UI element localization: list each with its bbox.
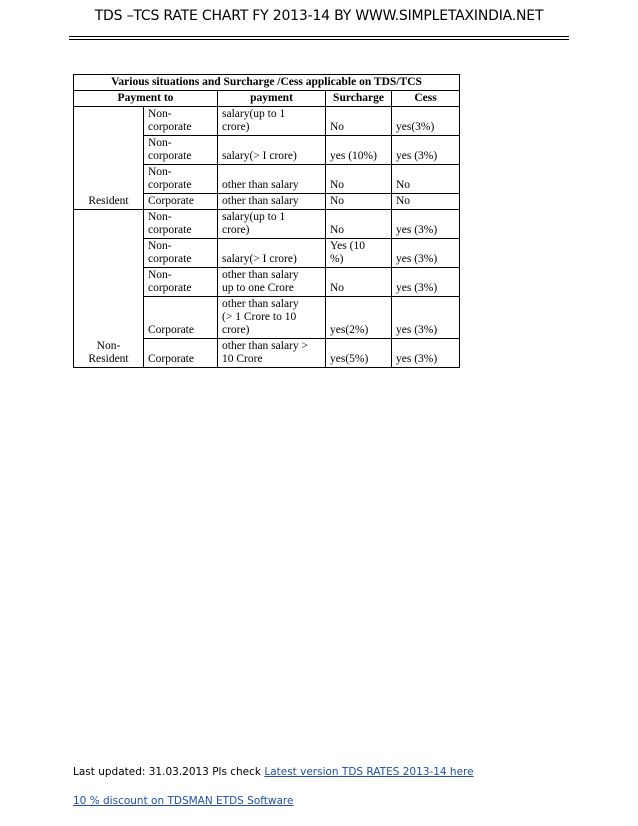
cess-cell: yes (3%) — [392, 210, 460, 239]
residency-group-cell: Non- Resident — [74, 210, 144, 368]
payee-type-cell: Corporate — [144, 339, 218, 368]
header-surcharge: Surcharge — [326, 91, 392, 107]
surcharge-cell: yes(2%) — [326, 297, 392, 339]
last-updated-text: Last updated: 31.03.2013 Pls check — [73, 766, 265, 778]
payment-cell: other than salary > 10 Crore — [218, 339, 326, 368]
surcharge-cell: No — [326, 107, 392, 136]
payee-type-cell: Corporate — [144, 297, 218, 339]
discount-line — [73, 795, 293, 807]
payment-cell: salary(up to 1 crore) — [218, 107, 326, 136]
surcharge-cell: No — [326, 165, 392, 194]
cess-cell: yes (3%) — [392, 239, 460, 268]
last-updated-line — [73, 766, 474, 778]
cess-cell: yes (3%) — [392, 297, 460, 339]
table-row — [74, 107, 460, 136]
surcharge-cell: Yes (10 %) — [326, 239, 392, 268]
surcharge-cell: yes(5%) — [326, 339, 392, 368]
payee-type-cell: Non- corporate — [144, 107, 218, 136]
cess-cell: No — [392, 194, 460, 210]
payee-type-cell: Corporate — [144, 194, 218, 210]
cess-cell: yes(3%) — [392, 107, 460, 136]
surcharge-cell: No — [326, 268, 392, 297]
residency-group-cell: Resident — [74, 107, 144, 210]
payee-type-cell: Non- corporate — [144, 239, 218, 268]
payee-type-cell: Non- corporate — [144, 268, 218, 297]
payee-type-cell: Non- corporate — [144, 136, 218, 165]
header-divider-double — [69, 39, 569, 40]
surcharge-cell: yes (10%) — [326, 136, 392, 165]
surcharge-cell: No — [326, 210, 392, 239]
header-payment: payment — [218, 91, 326, 107]
payment-cell: other than salary (> 1 Crore to 10 crore) — [218, 297, 326, 339]
tdsman-discount-link[interactable]: 10 % discount on TDSMAN ETDS Software — [73, 795, 294, 807]
header-cess: Cess — [392, 91, 460, 107]
cess-cell: No — [392, 165, 460, 194]
header-divider — [69, 36, 569, 37]
payment-cell: salary(> I crore) — [218, 136, 326, 165]
cess-cell: yes (3%) — [392, 268, 460, 297]
cess-cell: yes (3%) — [392, 136, 460, 165]
surcharge-cell: No — [326, 194, 392, 210]
payment-cell: other than salary — [218, 165, 326, 194]
payment-cell: salary(> I crore) — [218, 239, 326, 268]
header-payment-to: Payment to — [74, 91, 218, 107]
page-title: TDS –TCS RATE CHART FY 2013-14 BY WWW.SIMPLETAXINDIA.NET — [94, 8, 544, 24]
table-caption: Various situations and Surcharge /Cess applicable on TDS/TCS — [74, 75, 460, 91]
payee-type-cell: Non- corporate — [144, 165, 218, 194]
payment-cell: salary(up to 1 crore) — [218, 210, 326, 239]
latest-version-link[interactable]: Latest version TDS RATES 2013-14 here — [264, 766, 474, 778]
cess-cell: yes (3%) — [392, 339, 460, 368]
table-row — [74, 210, 460, 239]
payee-type-cell: Non- corporate — [144, 210, 218, 239]
payment-cell: other than salary up to one Crore — [218, 268, 326, 297]
payment-cell: other than salary — [218, 194, 326, 210]
tds-rate-table — [73, 74, 460, 368]
